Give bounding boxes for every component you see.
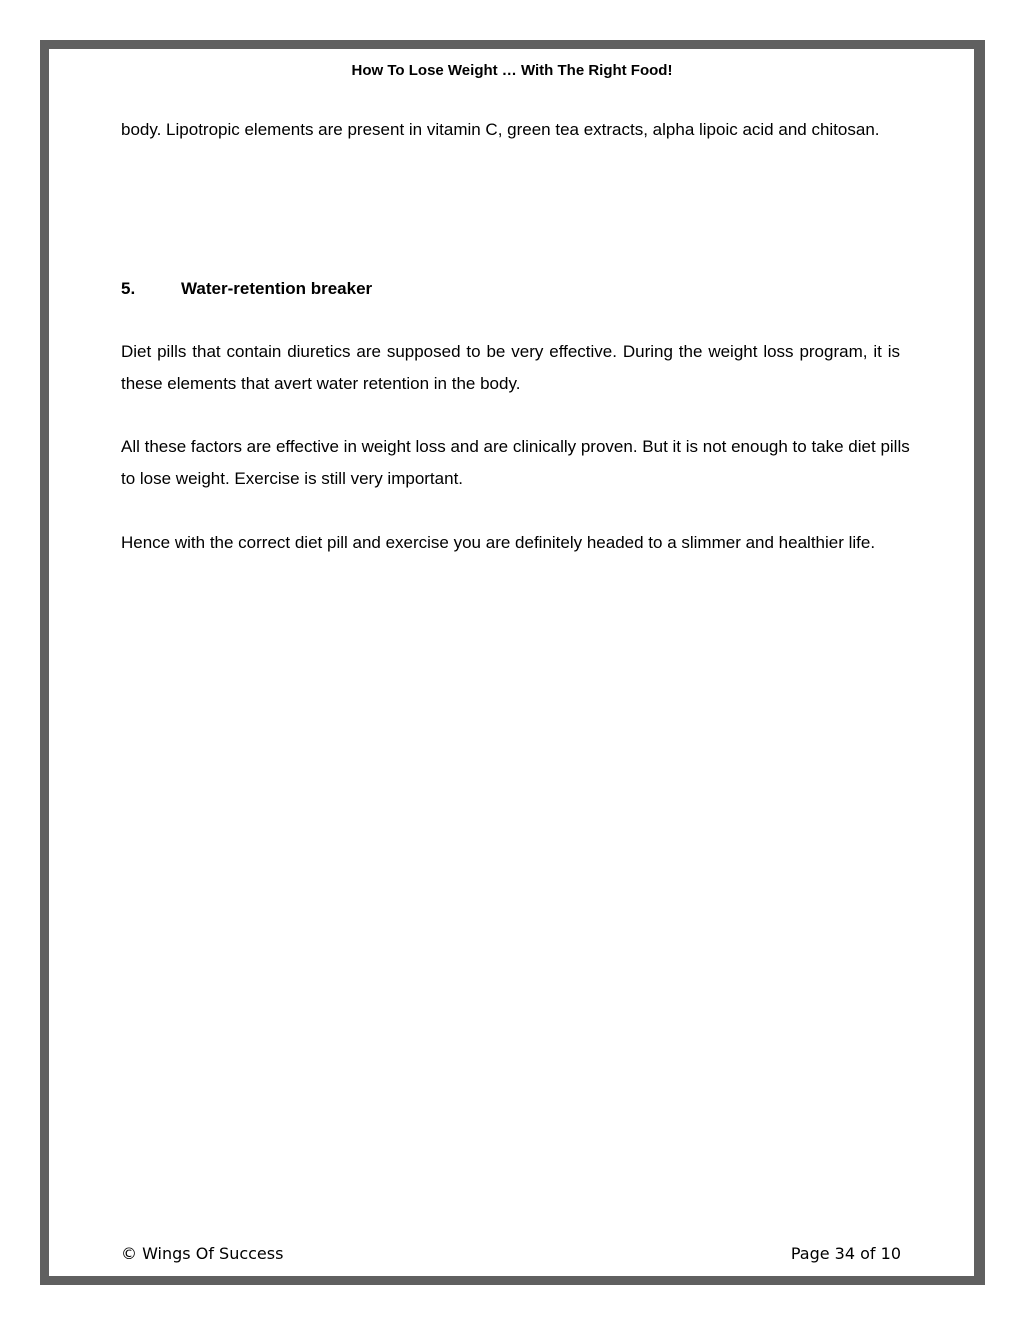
paragraph-lipotropic: body. Lipotropic elements are present in vitamin C, green tea extracts, alpha lipoic acid and chitosan.: [121, 120, 880, 139]
section-number: 5.: [121, 279, 136, 298]
paragraph-diuretics: Diet pills that contain diuretics are supposed to be very effective. During the weight loss program, it is these elements that avert water retention in the body.: [121, 342, 900, 393]
footer-copyright: © Wings Of Success: [121, 1244, 284, 1263]
section-title: Water-retention breaker: [181, 279, 373, 298]
page-border: [40, 40, 985, 1285]
running-header: How To Lose Weight … With The Right Food!: [351, 62, 673, 79]
paragraph-factors: All these factors are effective in weight loss and are clinically proven. But it is not enough to take diet pills to lose weight. Exercise is still very important.: [121, 437, 910, 488]
footer-page-number: Page 34 of 10: [790, 1244, 901, 1263]
paragraph-conclusion: Hence with the correct diet pill and exercise you are definitely headed to a slimmer and healthier life.: [121, 533, 876, 552]
section-heading: [121, 277, 372, 301]
